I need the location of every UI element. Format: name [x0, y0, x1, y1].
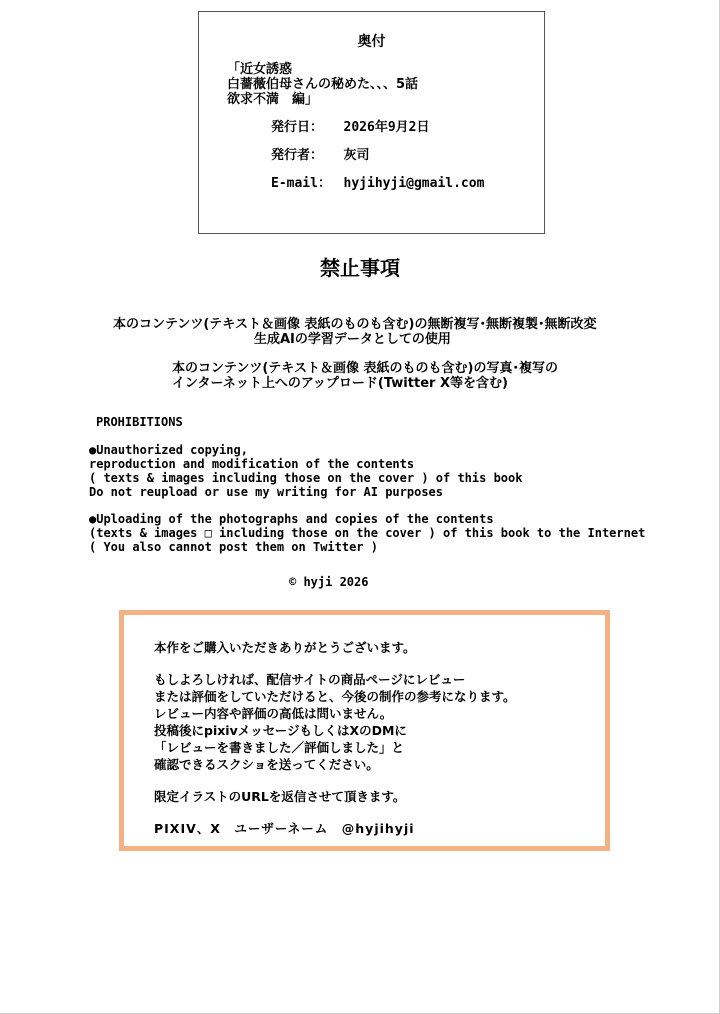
publish-date-row: [271, 116, 430, 135]
colophon-heading: 奥付: [357, 34, 386, 50]
prohibition-en-line: reproduction and modification of the contents: [89, 457, 415, 471]
prohibition-en-line: ●Uploading of the photographs and copies of the contents: [89, 512, 494, 526]
work-title: 「近女誘惑 白薔薇伯母さんの秘めた、、、5話 欲求不満 編」: [227, 62, 419, 107]
prohibition-jp-line: 生成AIの学習データとしての使用: [254, 332, 451, 347]
prohibition-en-line: Do not reupload or use my writing for AI purposes: [89, 485, 444, 499]
publisher-value: 灰司: [343, 148, 370, 163]
prohibition-jp-line: 本のコンテンツ(テキスト＆画像 表紙のものも含む)の無断複写･無断複製･無断改変: [113, 317, 597, 332]
thanks-line: 限定イラストのURLを返信させて頂きます。: [154, 789, 406, 804]
thanks-line: 投稿後にpixivメッセージもしくはXのDMに: [154, 723, 407, 738]
prohibition-jp-line: インターネット上へのアップロード(Twitter X等を含む): [172, 376, 508, 391]
thanks-box: [119, 610, 610, 851]
email-row: [271, 172, 484, 191]
prohibitions-heading: PROHIBITIONS: [96, 415, 183, 429]
colophon-box: [198, 11, 545, 234]
thanks-line: レビュー内容や評価の高低は問いません。: [154, 706, 393, 721]
social-usernames: PIXIV、X ユーザーネーム @hyjihyji: [154, 821, 415, 836]
prohibition-en-line: ( You also cannot post them on Twitter ): [89, 540, 378, 554]
email-value: hyjihyji@gmail.com: [343, 176, 485, 191]
thanks-line: 確認できるスクショを送ってください。: [154, 757, 379, 772]
prohibition-en-line: ( texts & images including those on the cover ) of this book: [89, 471, 523, 485]
email-label: E-mail：: [271, 176, 331, 191]
publisher-label: 発行者：: [271, 148, 324, 163]
publisher-row: [271, 144, 370, 163]
thanks-line: 「レビューを書きました／評価しました」と: [154, 740, 405, 755]
thanks-line: または評価をしていただけると、今後の制作の参考になります。: [154, 689, 516, 704]
thanks-line: 本作をご購入いただきありがとうございます。: [154, 640, 416, 655]
prohibition-en-line: ●Unauthorized copying,: [89, 443, 248, 457]
prohibition-jp-line: 本のコンテンツ(テキスト＆画像 表紙のものも含む)の写真･複写の: [172, 361, 558, 376]
prohibited-heading: 禁止事項: [320, 256, 400, 280]
publish-date-value: 2026年9月2日: [343, 120, 430, 135]
thanks-line: もしよろしければ、配信サイトの商品ページにレビュー: [154, 672, 466, 687]
prohibition-en-line: (texts & images □ including those on the cover ) of this book to the Internet: [89, 526, 646, 540]
publish-date-label: 発行日：: [271, 120, 324, 135]
copyright-notice: © hyji 2026: [289, 575, 369, 589]
